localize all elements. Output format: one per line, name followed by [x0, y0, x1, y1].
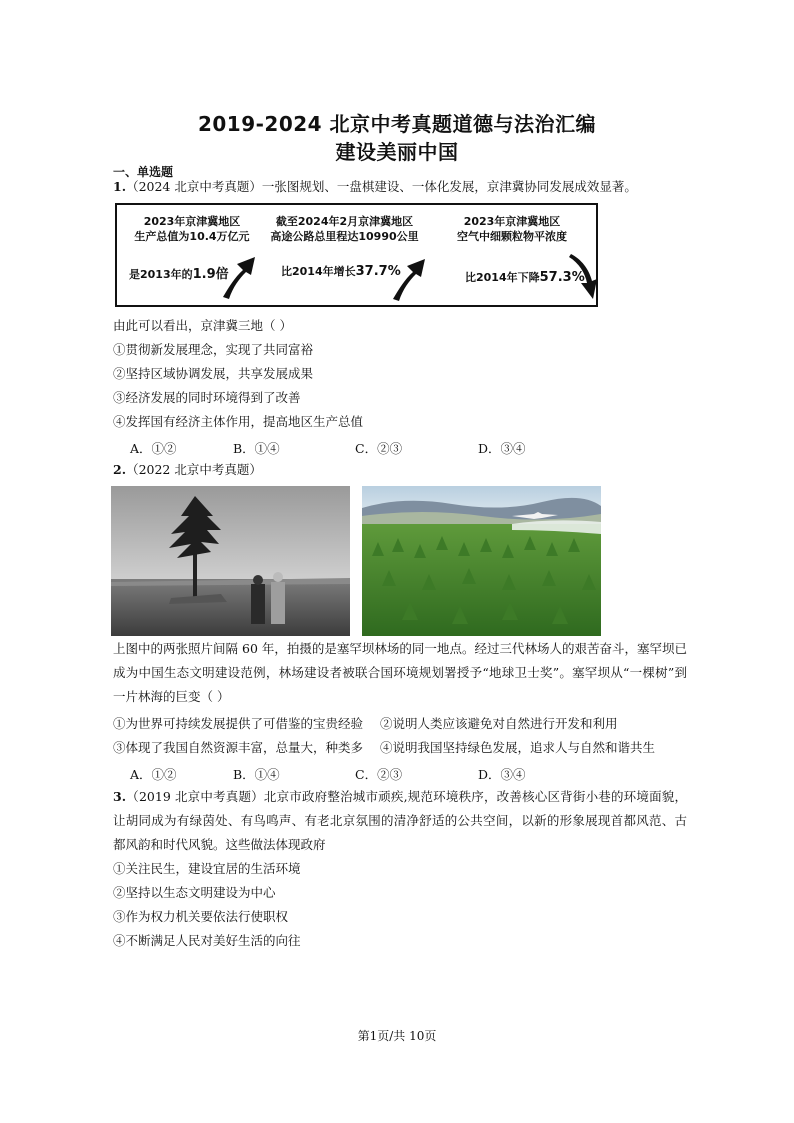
q1-stem — [113, 179, 637, 195]
q2-item-1: ①为世界可持续发展提供了可借鉴的宝贵经验 — [113, 716, 364, 731]
fig-block3-line2: 空气中细颗粒物平浓度 — [457, 230, 567, 243]
fig-block1-value: 是2013年的1.9倍 — [129, 267, 229, 282]
q1-option-a[interactable]: A．①② — [130, 441, 177, 456]
q1-number: 1. — [113, 179, 127, 194]
q2-option-c[interactable]: C．②③ — [355, 767, 403, 782]
fig-block3-value: 比2014年下降57.3% — [465, 270, 585, 285]
q3-item-2: ②坚持以生态文明建设为中心 — [113, 885, 276, 900]
photo-lone-tree — [111, 486, 350, 636]
q2-item-4: ④说明我国坚持绿色发展，追求人与自然和谐共生 — [380, 740, 656, 755]
q1-figure — [115, 203, 598, 307]
fig-block1-line2: 生产总值为10.4万亿元 — [134, 230, 250, 243]
q2-stem-text: （2022 北京中考真题） — [126, 462, 262, 477]
fig-block1-line1: 2023年京津冀地区 — [143, 215, 241, 228]
q1-item-1: ①贯彻新发展理念，实现了共同富裕 — [113, 342, 314, 357]
up-arrow-icon — [389, 255, 429, 303]
q2-item-3: ③体现了我国自然资源丰富，总量大，种类多 — [113, 740, 364, 755]
fig-block2-value: 比2014年增长37.7% — [281, 264, 401, 279]
q3-paragraph-text: （2019 北京中考真题）北京市政府整治城市顽疾,规范环境秩序，改善核心区背街小巷的环境面貌，让胡同成为有绿茵处、有鸟鸣声、有老北京氛围的清净舒适的公共空间，以新的形象展现首都风范、古都风韵和时代风貌。这些做法体现政府 — [113, 789, 687, 852]
q1-item-2: ②坚持区域协调发展，共享发展成果 — [113, 366, 314, 381]
fig-block3-line1: 2023年京津冀地区 — [463, 215, 561, 228]
down-arrow-icon — [565, 253, 599, 303]
q1-option-b[interactable]: B．①④ — [233, 441, 280, 456]
fig-block2-line1: 截至2024年2月京津冀地区 — [275, 215, 414, 228]
fig-block3-header — [437, 214, 587, 244]
q1-option-d[interactable]: D．③④ — [478, 441, 526, 456]
document-title: 2019-2024 北京中考真题道德与法治汇编 — [197, 112, 597, 136]
q1-item-3: ③经济发展的同时环境得到了改善 — [113, 390, 301, 405]
q3-item-4: ④不断满足人民对美好生活的向往 — [113, 933, 301, 948]
q3-item-3: ③作为权力机关要依法行使职权 — [113, 909, 289, 924]
q1-question: 由此可以看出，京津冀三地（ ） — [113, 318, 292, 333]
q2-number: 2. — [113, 462, 127, 477]
fig-block1-header — [117, 214, 267, 244]
q3-paragraph — [113, 785, 687, 857]
fig-block2-header — [257, 214, 432, 244]
section-heading: 一、单选题 — [113, 165, 174, 179]
q1-option-c[interactable]: C．②③ — [355, 441, 403, 456]
forest-image — [362, 486, 601, 636]
page-footer: 第1页/共 10页 — [357, 1029, 437, 1043]
fig-block2-line2: 高途公路总里程达10990公里 — [270, 230, 419, 243]
q3-number: 3. — [113, 789, 127, 804]
document-subtitle: 建设美丽中国 — [335, 140, 459, 164]
lone-tree-image — [111, 486, 350, 636]
q3-item-1: ①关注民生，建设宜居的生活环境 — [113, 861, 301, 876]
up-arrow-icon — [219, 253, 259, 301]
q1-stem-text: （2024 北京中考真题）一张图规划、一盘棋建设、一体化发展，京津冀协同发展成效显著。 — [126, 179, 637, 194]
q2-option-b[interactable]: B．①④ — [233, 767, 280, 782]
q2-option-a[interactable]: A．①② — [130, 767, 177, 782]
q2-item-2: ②说明人类应该避免对自然进行开发和利用 — [380, 716, 618, 731]
q2-stem — [113, 462, 262, 478]
q2-paragraph: 上图中的两张照片间隔 60 年，拍摄的是塞罕坝林场的同一地点。经过三代林场人的艰苦奋斗，塞罕坝已成为中国生态文明建设范例，林场建设者被联合国环境规划署授予“地球卫士奖”。塞罕坝从“一棵树”到一片林海的巨变（ ） — [113, 641, 687, 704]
q2-option-d[interactable]: D．③④ — [478, 767, 526, 782]
q1-item-4: ④发挥国有经济主体作用，提高地区生产总值 — [113, 414, 364, 429]
photo-forest — [362, 486, 601, 636]
